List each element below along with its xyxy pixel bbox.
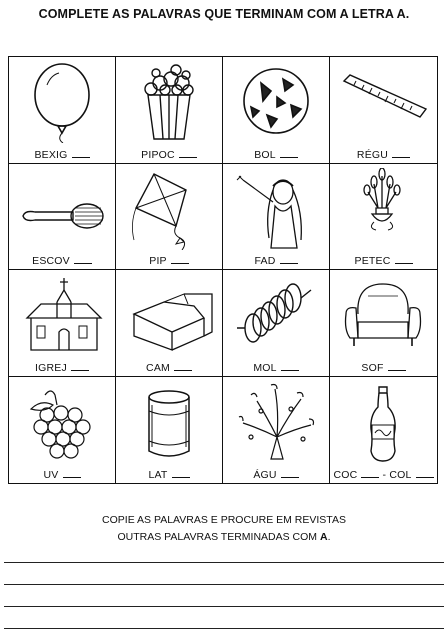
instructions-line-1: COPIE AS PALAVRAS E PROCURE EM REVISTAS [102,514,346,526]
word-pipa: PIP [116,255,222,267]
picture-grid [8,56,438,484]
cell-fairy [223,164,330,271]
cell-water [223,377,330,484]
cell-ball [223,57,330,164]
cell-sofa [330,270,437,377]
cell-bed [116,270,223,377]
cell-grapes [9,377,116,484]
church-icon [17,274,107,356]
word-bexiga: BEXIG [9,149,115,161]
word-mola: MOL [223,362,329,374]
grapes-icon [17,381,107,463]
cell-kite [116,164,223,271]
bed-icon [124,274,214,356]
instructions-line-2: OUTRAS PALAVRAS TERMINADAS COM A. [117,531,331,543]
cell-can [116,377,223,484]
answer-line-3[interactable] [4,606,444,607]
cell-church [9,270,116,377]
popcorn-icon [124,61,214,143]
cell-spring [223,270,330,377]
bottle-icon [338,381,428,463]
word-igreja: IGREJ [9,362,115,374]
word-sofa: SOF [330,362,437,374]
word-agua: ÁGU [223,469,329,481]
instructions [0,512,448,546]
word-peteca: PETEC [330,255,437,267]
cell-ruler [330,57,437,164]
cell-balloon [9,57,116,164]
brush-icon [17,168,107,250]
word-coca-cola: COC - COL [330,469,437,481]
ball-icon [231,61,321,143]
cell-bottle [330,377,437,484]
cell-shuttlecock [330,164,437,271]
word-lata: LAT [116,469,222,481]
kite-icon [124,168,214,250]
word-regua: RÉGU [330,149,437,161]
ruler-icon [338,61,428,143]
fairy-icon [231,168,321,250]
word-fada: FAD [223,255,329,267]
worksheet-title: COMPLETE AS PALAVRAS QUE TERMINAM COM A LETRA A. [38,7,410,21]
water-splash-icon [231,381,321,463]
word-escova: ESCOV [9,255,115,267]
spring-icon [231,274,321,356]
word-bola: BOL [223,149,329,161]
word-uva: UV [9,469,115,481]
shuttlecock-icon [338,168,428,250]
word-pipoca: PIPOC [116,149,222,161]
answer-line-1[interactable] [4,562,444,563]
sofa-icon [338,274,428,356]
cell-popcorn [116,57,223,164]
word-cama: CAM [116,362,222,374]
cell-brush [9,164,116,271]
balloon-icon [17,61,107,143]
can-icon [124,381,214,463]
answer-line-4[interactable] [4,628,444,629]
answer-line-2[interactable] [4,584,444,585]
